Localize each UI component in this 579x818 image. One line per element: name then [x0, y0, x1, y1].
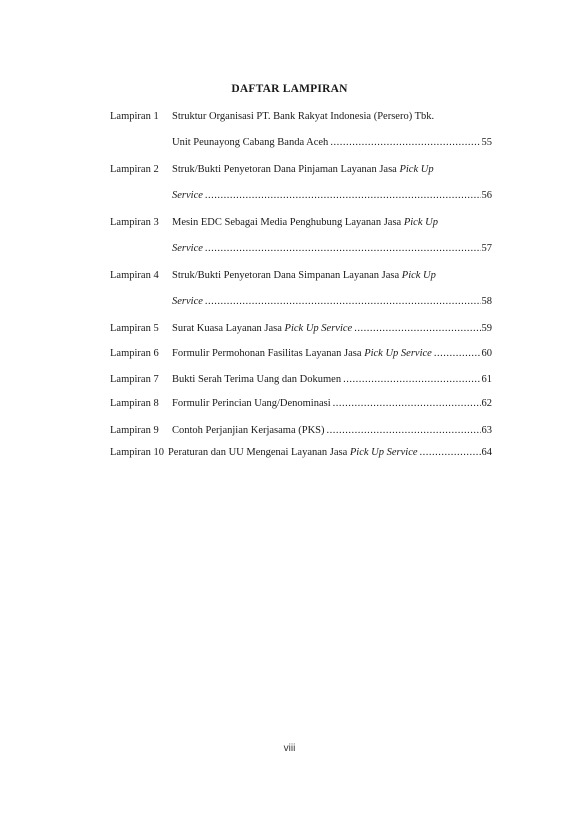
entry-page-number: 56 [481, 190, 492, 201]
entry-title: Mesin EDC Sebagai Media Penghubung Layanan Jasa Pick Up [172, 217, 438, 228]
list-item[interactable] [110, 347, 492, 360]
list-item[interactable] [110, 216, 492, 229]
entry-label: Lampiran 1 [110, 111, 159, 122]
entry-title: Contoh Perjanjian Kerjasama (PKS) [172, 425, 325, 436]
entry-title-italic: Service [172, 190, 203, 201]
entry-title: Struktur Organisasi PT. Bank Rakyat Indonesia (Persero) Tbk. [172, 111, 435, 122]
entry-page-number: 58 [481, 296, 492, 307]
list-item-continuation[interactable] [172, 242, 492, 255]
entry-title-italic: Pick Up [399, 164, 434, 175]
entry-page-number: 62 [481, 398, 492, 409]
entry-title: Peraturan dan UU Mengenai Layanan Jasa Pick Up Service [167, 447, 418, 458]
entry-label: Lampiran 7 [110, 374, 159, 385]
entry-title-italic: Pick Up [401, 270, 436, 281]
entry-title: Surat Kuasa Layanan Jasa Pick Up Service [172, 323, 353, 334]
dot-leader [205, 189, 481, 202]
entry-title-italic: Pick Up Service [364, 348, 432, 359]
entry-label: Lampiran 10 [110, 447, 164, 458]
dot-leader [330, 136, 480, 149]
entry-page-number: 64 [481, 447, 492, 458]
dot-leader [333, 397, 481, 410]
entry-title: Formulir Permohonan Fasilitas Layanan Jasa Pick Up Service [172, 348, 432, 359]
page-title: DAFTAR LAMPIRAN [231, 83, 348, 95]
dot-leader [327, 424, 481, 437]
entry-label: Lampiran 6 [110, 348, 159, 359]
list-item[interactable] [110, 269, 492, 282]
entry-title-italic: Pick Up Service [349, 447, 418, 458]
list-item[interactable] [110, 446, 492, 459]
entry-title-italic: Service [172, 296, 203, 307]
list-item[interactable] [110, 322, 492, 335]
list-item-continuation[interactable] [172, 136, 492, 149]
entry-title-cont [172, 242, 203, 255]
entry-page-number: 61 [481, 374, 492, 385]
entry-page-number: 55 [481, 137, 492, 148]
dot-leader [354, 322, 480, 335]
entry-page-number: 59 [481, 323, 492, 334]
entry-title-italic: Pick Up [403, 217, 438, 228]
entry-title: Formulir Perincian Uang/Denominasi [172, 398, 331, 409]
entry-title-cont [172, 189, 203, 202]
entry-page-number: 57 [481, 243, 492, 254]
list-item[interactable] [110, 163, 492, 176]
entry-title: Struk/Bukti Penyetoran Dana Pinjaman Layanan Jasa Pick Up [172, 164, 434, 175]
entry-label: Lampiran 4 [110, 270, 159, 281]
page-number: viii [283, 743, 296, 754]
entry-title-cont: Unit Peunayong Cabang Banda Aceh [172, 137, 329, 148]
list-item-continuation[interactable] [172, 189, 492, 202]
dot-leader [420, 446, 481, 459]
list-item[interactable] [110, 110, 492, 123]
entry-label: Lampiran 8 [110, 398, 159, 409]
dot-leader [434, 347, 481, 360]
entry-page-number: 60 [481, 348, 492, 359]
entry-title-italic: Service [172, 243, 203, 254]
dot-leader [205, 242, 481, 255]
list-item-continuation[interactable] [172, 295, 492, 308]
entry-title: Bukti Serah Terima Uang dan Dokumen [172, 374, 342, 385]
dot-leader [205, 295, 481, 308]
list-item[interactable] [110, 373, 492, 386]
entry-label: Lampiran 5 [110, 323, 159, 334]
list-item[interactable] [110, 397, 492, 410]
entry-title-cont [172, 295, 203, 308]
entry-label: Lampiran 9 [110, 425, 159, 436]
entry-page-number: 63 [481, 425, 492, 436]
list-item[interactable] [110, 424, 492, 437]
entry-title: Struk/Bukti Penyetoran Dana Simpanan Layanan Jasa Pick Up [172, 270, 436, 281]
entry-title-italic: Pick Up Service [284, 323, 353, 334]
entry-label: Lampiran 2 [110, 164, 159, 175]
entry-label: Lampiran 3 [110, 217, 159, 228]
dot-leader [343, 373, 480, 386]
